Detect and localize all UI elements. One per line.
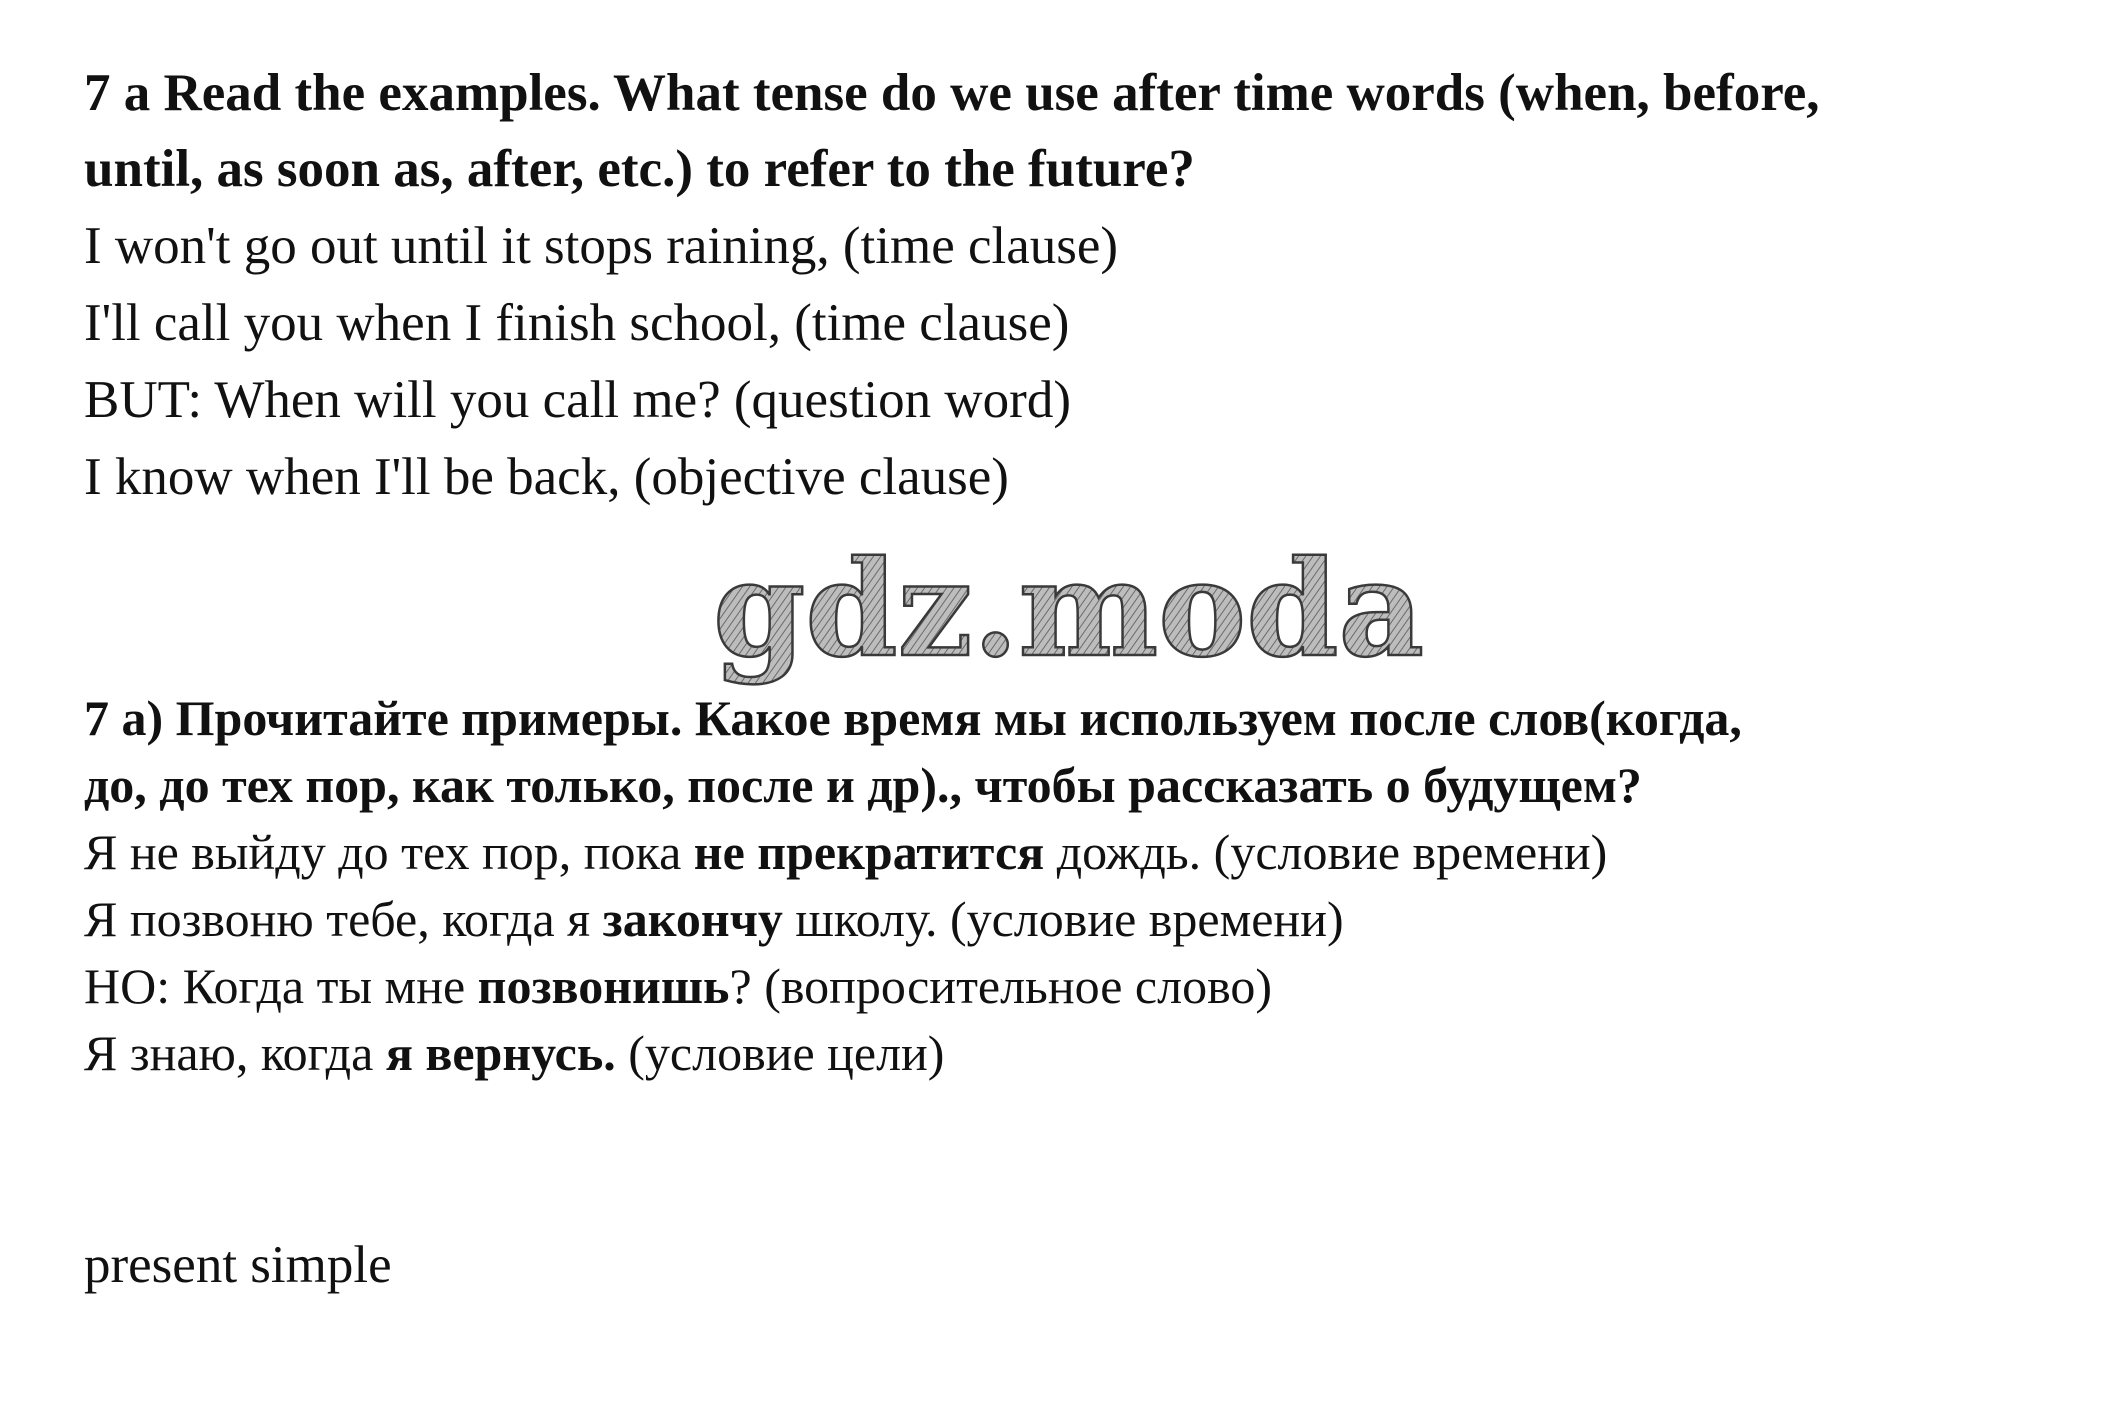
russian-example-4-pre: Я знаю, когда [84, 1025, 386, 1081]
russian-example-3 [84, 951, 1272, 1021]
russian-example-2 [84, 884, 1344, 954]
watermark-logo [705, 532, 1425, 695]
exercise-heading-line-2: until, as soon as, after, etc.) to refer to the future? [84, 140, 1195, 198]
example-sentence-2: I'll call you when I finish school, (time clause) [84, 294, 1070, 352]
answer-text: present simple [84, 1236, 392, 1294]
russian-heading-line-2: до, до тех пор, как только, после и др)., чтобы рассказать о будущем? [84, 757, 1642, 813]
russian-example-2-pre: Я позвоню тебе, когда я [84, 891, 603, 947]
russian-example-2-post: школу. (условие времени) [782, 891, 1344, 947]
russian-example-3-bold: позвонишь [477, 958, 730, 1014]
russian-example-4 [84, 1018, 944, 1088]
watermark-text: gdz.moda [713, 532, 1425, 687]
russian-example-3-post: ? (вопросительное слово) [729, 958, 1272, 1014]
russian-example-1-bold: не прекратится [693, 824, 1045, 880]
russian-example-1 [84, 817, 1607, 887]
russian-example-1-pre: Я не выйду до тех пор, пока [84, 824, 694, 880]
russian-example-1-post: дождь. (условие времени) [1044, 824, 1608, 880]
russian-example-2-bold: закончу [602, 891, 783, 947]
example-sentence-1: I won't go out until it stops raining, (time clause) [84, 217, 1119, 275]
russian-example-4-bold: я вернусь. [385, 1025, 616, 1081]
russian-heading-line-1: 7 а) Прочитайте примеры. Какое время мы используем после слов(когда, [84, 690, 1742, 746]
example-sentence-4: I know when I'll be back, (objective clause) [84, 448, 1009, 506]
russian-example-4-post: (условие цели) [615, 1025, 945, 1081]
exercise-heading-line-1: 7 a Read the examples. What tense do we use after time words (when, before, [84, 64, 1820, 122]
russian-example-3-pre: НО: Когда ты мне [84, 958, 478, 1014]
example-sentence-3: BUT: When will you call me? (question word) [84, 371, 1071, 429]
